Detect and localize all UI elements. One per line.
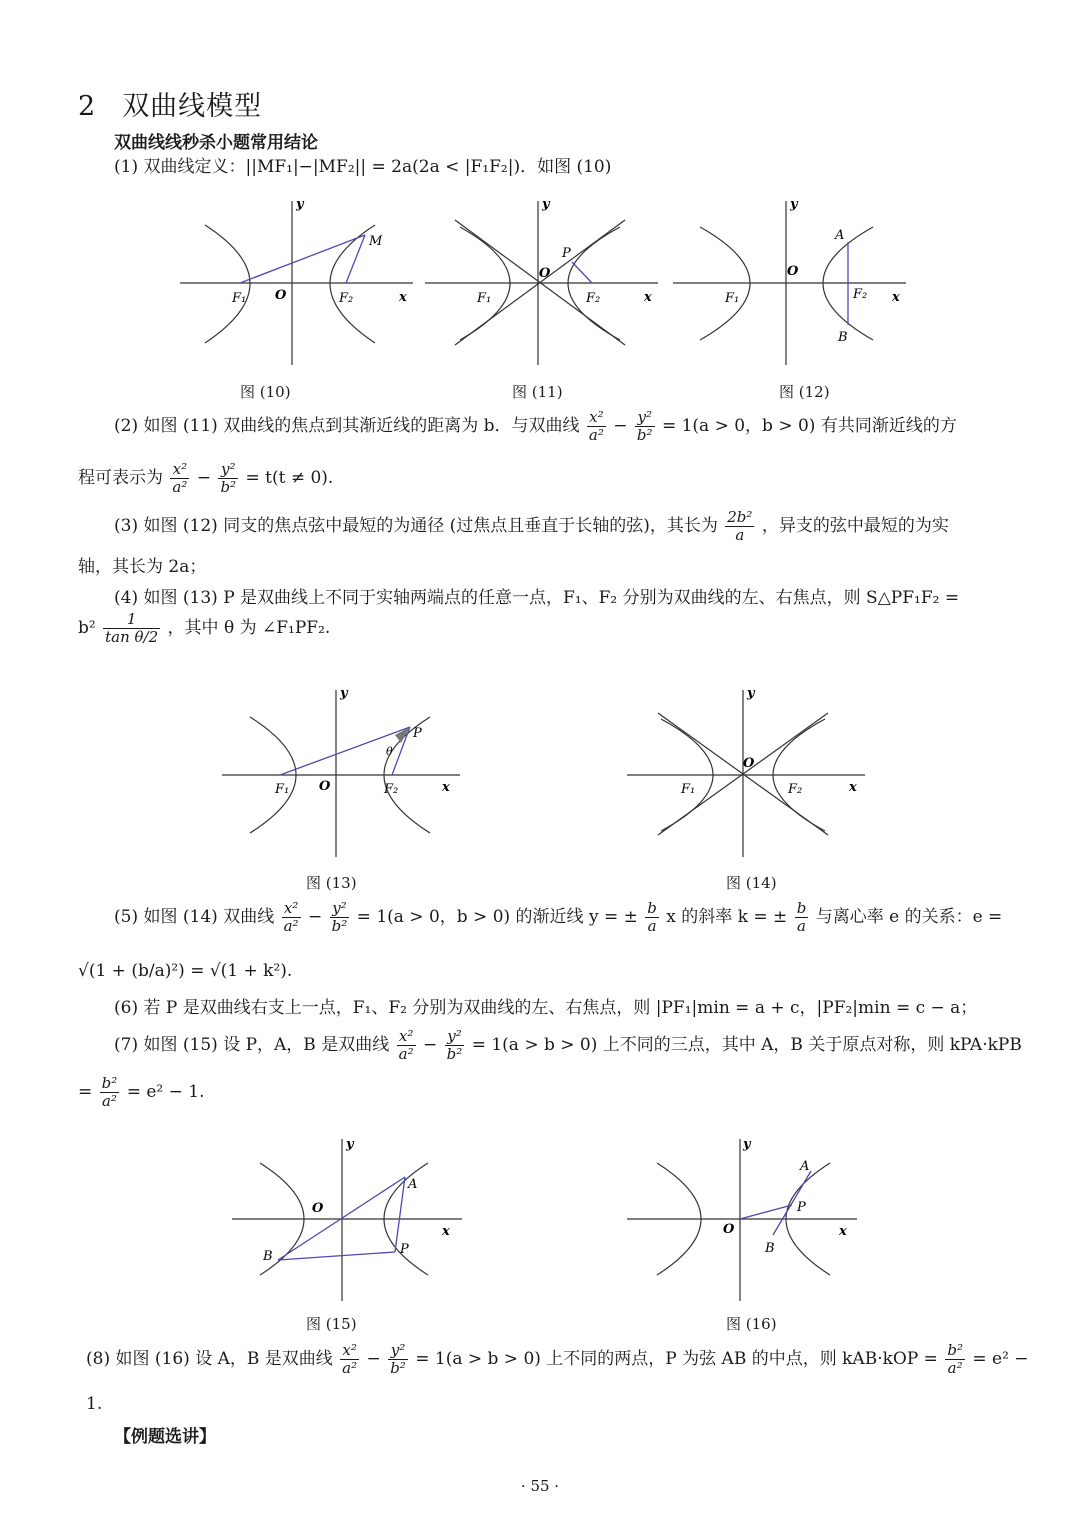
origin-label: O [275, 288, 287, 303]
figure-10 [175, 195, 415, 370]
x-label: x [644, 290, 652, 305]
minus-sign: − [423, 1035, 438, 1056]
origin-label: O [539, 266, 551, 281]
frac-den: b² [446, 1044, 463, 1063]
item-5-text-c: x 的斜率 k = ± [666, 907, 788, 928]
a-label: A [800, 1159, 810, 1174]
theta-label: θ [386, 745, 393, 758]
f1-label: F₁ [477, 291, 492, 306]
y-label: y [346, 1137, 354, 1152]
figure-15 [230, 1135, 465, 1305]
fraction-y2-b2 [635, 410, 655, 443]
frac-num: y² [635, 410, 655, 427]
fraction-x2-a2 [282, 901, 301, 934]
frac-num: y² [218, 462, 238, 479]
caption-fig12: 图 (12) [779, 383, 830, 401]
p-label: P [413, 726, 422, 741]
frac-num: x² [282, 901, 301, 918]
y-label: y [747, 686, 755, 701]
frac-num: x² [587, 410, 606, 427]
f2-label: F₂ [384, 782, 399, 797]
y-label: y [790, 197, 798, 212]
m-label: M [369, 234, 383, 249]
frac-den: a [797, 916, 806, 935]
fraction-b2-a2 [100, 1076, 120, 1109]
y-label: y [542, 197, 550, 212]
figure-11 [420, 195, 660, 370]
item-8-line2: 1. [86, 1394, 103, 1414]
frac-den: a² [342, 1358, 358, 1377]
x-label: x [839, 1224, 847, 1239]
item-8-text-b: = 1(a > b > 0) 上不同的两点，P 为弦 AB 的中点，则 kAB·kOP = [415, 1349, 938, 1370]
item-2-line1 [114, 410, 957, 443]
p-label: P [400, 1242, 409, 1257]
item-5-line2: √(1 + (b/a)²) = √(1 + k²). [78, 961, 293, 981]
section-title [78, 84, 262, 123]
frac-den: a² [172, 477, 188, 496]
origin-label: O [787, 264, 799, 279]
frac-den: a [647, 916, 657, 935]
section-title-text: 双曲线模型 [122, 91, 263, 122]
origin-label: O [319, 779, 331, 794]
caption-fig13: 图 (13) [306, 874, 357, 892]
frac-den: b² [331, 916, 348, 935]
item-2-text-d: = t(t ≠ 0). [245, 468, 334, 489]
item-7-line1 [114, 1029, 1022, 1062]
origin-label: O [723, 1222, 735, 1237]
p-label: P [797, 1200, 806, 1215]
fraction-y2-b2 [218, 462, 238, 495]
fraction-1-tan [103, 612, 160, 645]
frac-den: a² [283, 916, 299, 935]
fraction-y2-b2 [388, 1343, 408, 1376]
item-2-line2 [78, 462, 333, 495]
frac-den: b² [220, 477, 237, 496]
item-5-text-d: 与离心率 e 的关系：e = [815, 907, 1003, 928]
frac-den: a² [588, 425, 604, 444]
caption-fig10: 图 (10) [240, 383, 291, 401]
frac-num: b² [947, 1341, 963, 1359]
item-1: (1) 双曲线定义：||MF₁|−|MF₂|| = 2a(2a < |F₁F₂|)．如图 (10) [114, 157, 612, 177]
item-7-text-d: = e² − 1. [126, 1082, 205, 1103]
item-7-text-c: = [78, 1082, 93, 1103]
frac-num: b [796, 899, 807, 917]
frac-num: y² [388, 1343, 408, 1360]
fraction-2b2-a [725, 510, 754, 543]
fraction-x2-a2 [170, 462, 189, 495]
frac-den: a² [947, 1358, 963, 1377]
x-label: x [849, 780, 857, 795]
a-label: A [408, 1177, 418, 1192]
caption-fig11: 图 (11) [512, 383, 563, 401]
y-label: y [340, 686, 348, 701]
minus-sign: − [196, 468, 212, 489]
frac-den: b² [636, 425, 653, 444]
origin-label: O [312, 1201, 324, 1216]
item-3-line1 [114, 510, 949, 543]
subheading: 双曲线线秒杀小题常用结论 [114, 133, 318, 153]
item-8-line1 [86, 1343, 1029, 1376]
f2-label: F₂ [586, 291, 601, 306]
fraction-b-a [795, 901, 809, 934]
a-label: A [835, 228, 845, 243]
caption-fig15: 图 (15) [306, 1315, 357, 1333]
f1-label: F₁ [275, 782, 290, 797]
x-label: x [892, 290, 900, 305]
caption-fig16: 图 (16) [726, 1315, 777, 1333]
fraction-x2-a2 [340, 1343, 359, 1376]
item-8-text-c: = e² − [972, 1349, 1029, 1370]
item-3-text-b: ，异支的弦中最短的为实 [761, 516, 949, 537]
example-heading: 【例题选讲】 [114, 1427, 216, 1447]
b-label: B [263, 1249, 273, 1264]
frac-den: a² [101, 1091, 117, 1110]
y-label: y [743, 1137, 751, 1152]
frac-den: tan θ/2 [105, 627, 159, 646]
item-5-text-b: = 1(a > 0，b > 0) 的渐近线 y = ± [356, 907, 638, 928]
x-label: x [442, 1224, 450, 1239]
minus-sign: − [613, 416, 628, 437]
frac-den: a [735, 525, 745, 544]
item-5-text-a: (5) 如图 (14) 双曲线 [114, 907, 275, 928]
item-4-line2 [78, 612, 330, 645]
f1-label: F₁ [232, 291, 247, 306]
y-label: y [296, 197, 304, 212]
item-8-text-a: (8) 如图 (16) 设 A，B 是双曲线 [86, 1349, 333, 1370]
fraction-y2-b2 [330, 901, 350, 934]
p-label: P [562, 246, 571, 261]
x-label: x [399, 290, 407, 305]
b-label: B [765, 1241, 775, 1256]
figure-12 [668, 195, 908, 370]
item-3-line2: 轴，其长为 2a； [78, 557, 207, 577]
fraction-b-a [645, 901, 659, 934]
origin-label: O [743, 756, 755, 771]
item-2-text-a: (2) 如图 (11) 双曲线的焦点到其渐近线的距离为 b．与双曲线 [114, 416, 580, 437]
frac-num: x² [170, 462, 189, 479]
frac-den: b² [390, 1358, 406, 1377]
f2-label: F₂ [788, 782, 803, 797]
item-4-text-c: ，其中 θ 为 ∠F₁PF₂. [167, 618, 331, 639]
fraction-x2-a2 [587, 410, 606, 443]
frac-num: b [647, 899, 657, 917]
fraction-y2-b2 [445, 1029, 465, 1062]
item-2-text-b: = 1(a > 0，b > 0) 有共同渐近线的方 [661, 416, 957, 437]
figure-16 [625, 1135, 860, 1305]
frac-num: y² [445, 1029, 465, 1046]
frac-num: 2b² [727, 508, 753, 526]
figure-14 [625, 685, 870, 860]
item-7-line2 [78, 1076, 204, 1109]
caption-fig14: 图 (14) [726, 874, 777, 892]
frac-den: a² [398, 1044, 414, 1063]
f2-label: F₂ [853, 287, 868, 302]
fraction-b2-a2 [945, 1343, 965, 1376]
item-4-text-b: b² [78, 618, 96, 639]
f1-label: F₁ [681, 782, 696, 797]
item-7-text-b: = 1(a > b > 0) 上不同的三点，其中 A，B 关于原点对称，则 kPA·kPB [471, 1035, 1022, 1056]
f2-label: F₂ [339, 291, 354, 306]
frac-num: 1 [103, 612, 160, 629]
item-7-text-a: (7) 如图 (15) 设 P，A，B 是双曲线 [114, 1035, 390, 1056]
minus-sign: − [307, 907, 323, 928]
b-label: B [838, 330, 848, 345]
x-label: x [442, 780, 450, 795]
frac-num: y² [330, 901, 350, 918]
page-number: · 55 · [520, 1477, 560, 1495]
item-4-line1: (4) 如图 (13) P 是双曲线上不同于实轴两端点的任意一点，F₁、F₂ 分别为双曲线的左、右焦点，则 S△PF₁F₂ = [114, 588, 960, 608]
minus-sign: − [366, 1349, 381, 1370]
fraction-x2-a2 [397, 1029, 416, 1062]
item-2-text-c: 程可表示为 [78, 468, 163, 489]
item-6: (6) 若 P 是双曲线右支上一点，F₁、F₂ 分别为双曲线的左、右焦点，则 |PF₁|min = a + c，|PF₂|min = c − a； [114, 998, 978, 1018]
figure-13 [220, 685, 465, 860]
frac-num: b² [101, 1074, 118, 1092]
item-3-text-a: (3) 如图 (12) 同支的焦点弦中最短的为通径 (过焦点且垂直于长轴的弦)，其长为 [114, 516, 718, 537]
frac-num: x² [340, 1343, 359, 1360]
section-number: 2 [78, 91, 97, 122]
f1-label: F₁ [725, 291, 740, 306]
frac-num: x² [397, 1029, 416, 1046]
item-5-line1 [114, 901, 1002, 934]
